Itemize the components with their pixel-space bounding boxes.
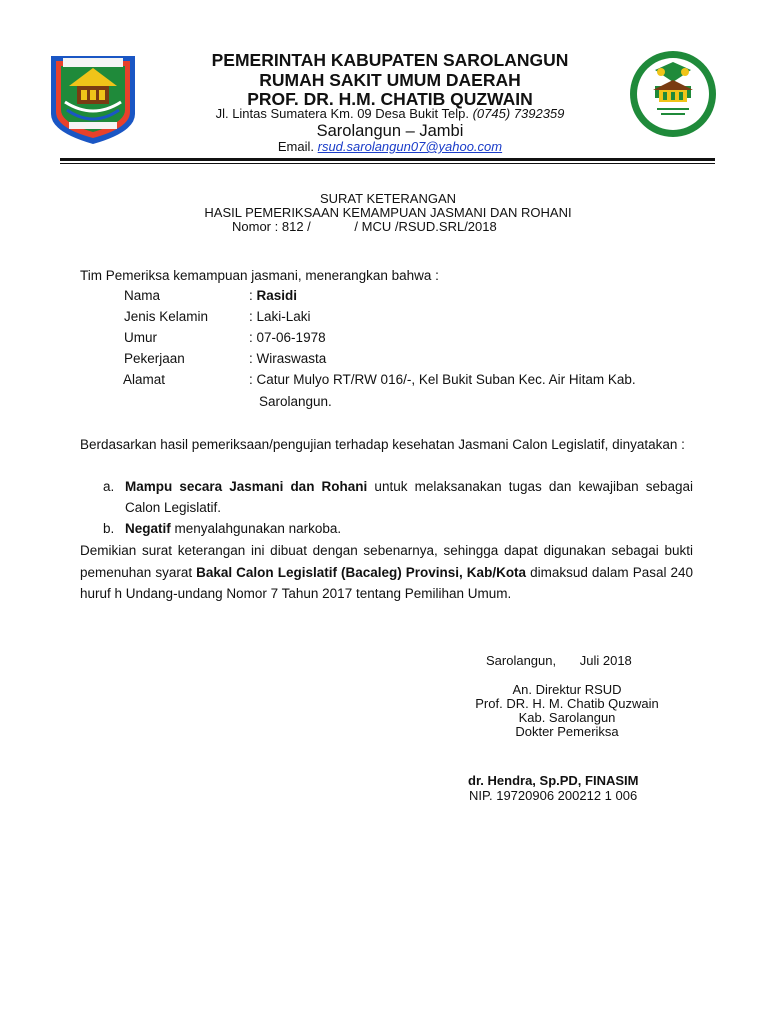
intro-text: Tim Pemeriksa kemampuan jasmani, menerangkan bahwa :: [80, 268, 439, 283]
kabupaten-sarolangun-logo: [47, 52, 139, 146]
header-address: [150, 106, 630, 121]
field-label-pekerjaan: Pekerjaan: [124, 351, 185, 366]
field-value-pekerjaan: : Wiraswasta: [249, 351, 327, 366]
paragraph-closing: [80, 540, 693, 605]
document-number: [232, 220, 497, 234]
item-a-text: untuk melaksanakan tugas dan kewajiban sebagai Calon Legislatif.: [125, 479, 693, 515]
document-title: SURAT KETERANGAN: [319, 191, 457, 206]
item-b-bold: Negatif: [125, 521, 171, 536]
nomor-part2: / MCU /RSUD.SRL/2018: [354, 219, 497, 234]
header-email: [150, 139, 630, 154]
header-hospital: RUMAH SAKIT UMUM DAERAH: [259, 70, 521, 90]
field-label-nama: Nama: [124, 288, 161, 303]
field-value-jenis-kelamin: : Laki-Laki: [249, 309, 311, 324]
header-city: Sarolangun – Jambi: [316, 122, 464, 140]
signature-line2: Prof. DR. H. M. Chatib Quzwain: [475, 696, 659, 711]
paragraph-result: Berdasarkan hasil pemeriksaan/pengujian terhadap kesehatan Jasmani Calon Legislatif, dinyatakan :: [80, 437, 685, 452]
nomor-part1: 812 /: [281, 219, 311, 234]
email-label: Email.: [277, 139, 314, 154]
signatory-name: dr. Hendra, Sp.PD, FINASIM: [468, 773, 639, 788]
signature-line3: Kab. Sarolangun: [518, 710, 616, 725]
closing-text-1: Demikian surat keterangan ini dibuat dengan sebenarnya, sehingga dapat digunakan sebagai bukti pemenuhan syarat: [80, 543, 693, 580]
field-value-alamat: : Catur Mulyo RT/RW 016/-, Kel Bukit Suban Kec. Air Hitam Kab.: [249, 372, 636, 387]
address-text: Jl. Lintas Sumatera Km. 09 Desa Bukit Telp.: [215, 106, 469, 121]
field-value-nama: : Rasidi: [249, 288, 298, 303]
item-a-marker: a.: [103, 479, 115, 494]
nomor-label: Nomor :: [232, 219, 279, 234]
item-a: [125, 476, 693, 518]
rsud-logo: [627, 48, 719, 140]
signature-place: Sarolangun,: [486, 653, 557, 668]
signatory-nip: NIP. 19720906 200212 1 006: [469, 788, 638, 803]
field-label-umur: Umur: [124, 330, 157, 345]
header-divider-thin: [60, 163, 715, 164]
item-b: [125, 518, 341, 539]
item-a-bold: Mampu secara Jasmani dan Rohani: [125, 479, 368, 494]
patient-name: Rasidi: [256, 288, 298, 303]
signature-place-date: [486, 653, 632, 668]
signature-line1: An. Direktur RSUD: [512, 682, 622, 697]
header-government: PEMERINTAH KABUPATEN SAROLANGUN: [211, 50, 569, 70]
phone-number: (0745) 7392359: [472, 106, 565, 121]
signature-date: Juli 2018: [579, 653, 632, 668]
email-link[interactable]: rsud.sarolangun07@yahoo.com: [317, 139, 503, 154]
field-value-umur: : 07-06-1978: [249, 330, 326, 345]
closing-text-2: dimaksud dalam Pasal 240 huruf h Undang-undang Nomor 7 Tahun 2017 tentang Pemilihan Umum.: [80, 564, 694, 601]
field-label-alamat: Alamat: [123, 372, 166, 387]
closing-bold: Bakal Calon Legislatif (Bacaleg) Provinsi, Kab/Kota: [196, 564, 527, 580]
item-b-marker: b.: [103, 521, 115, 536]
header-divider-thick: [60, 158, 715, 161]
item-b-text: menyalahgunakan narkoba.: [170, 521, 342, 536]
signature-line4: Dokter Pemeriksa: [515, 724, 619, 739]
document-subtitle: HASIL PEMERIKSAAN KEMAMPUAN JASMANI DAN ROHANI: [204, 205, 572, 220]
field-label-jenis-kelamin: Jenis Kelamin: [124, 309, 209, 324]
header-hospital-name: PROF. DR. H.M. CHATIB QUZWAIN: [247, 89, 533, 109]
field-value-alamat-line2: Sarolangun.: [259, 394, 332, 409]
